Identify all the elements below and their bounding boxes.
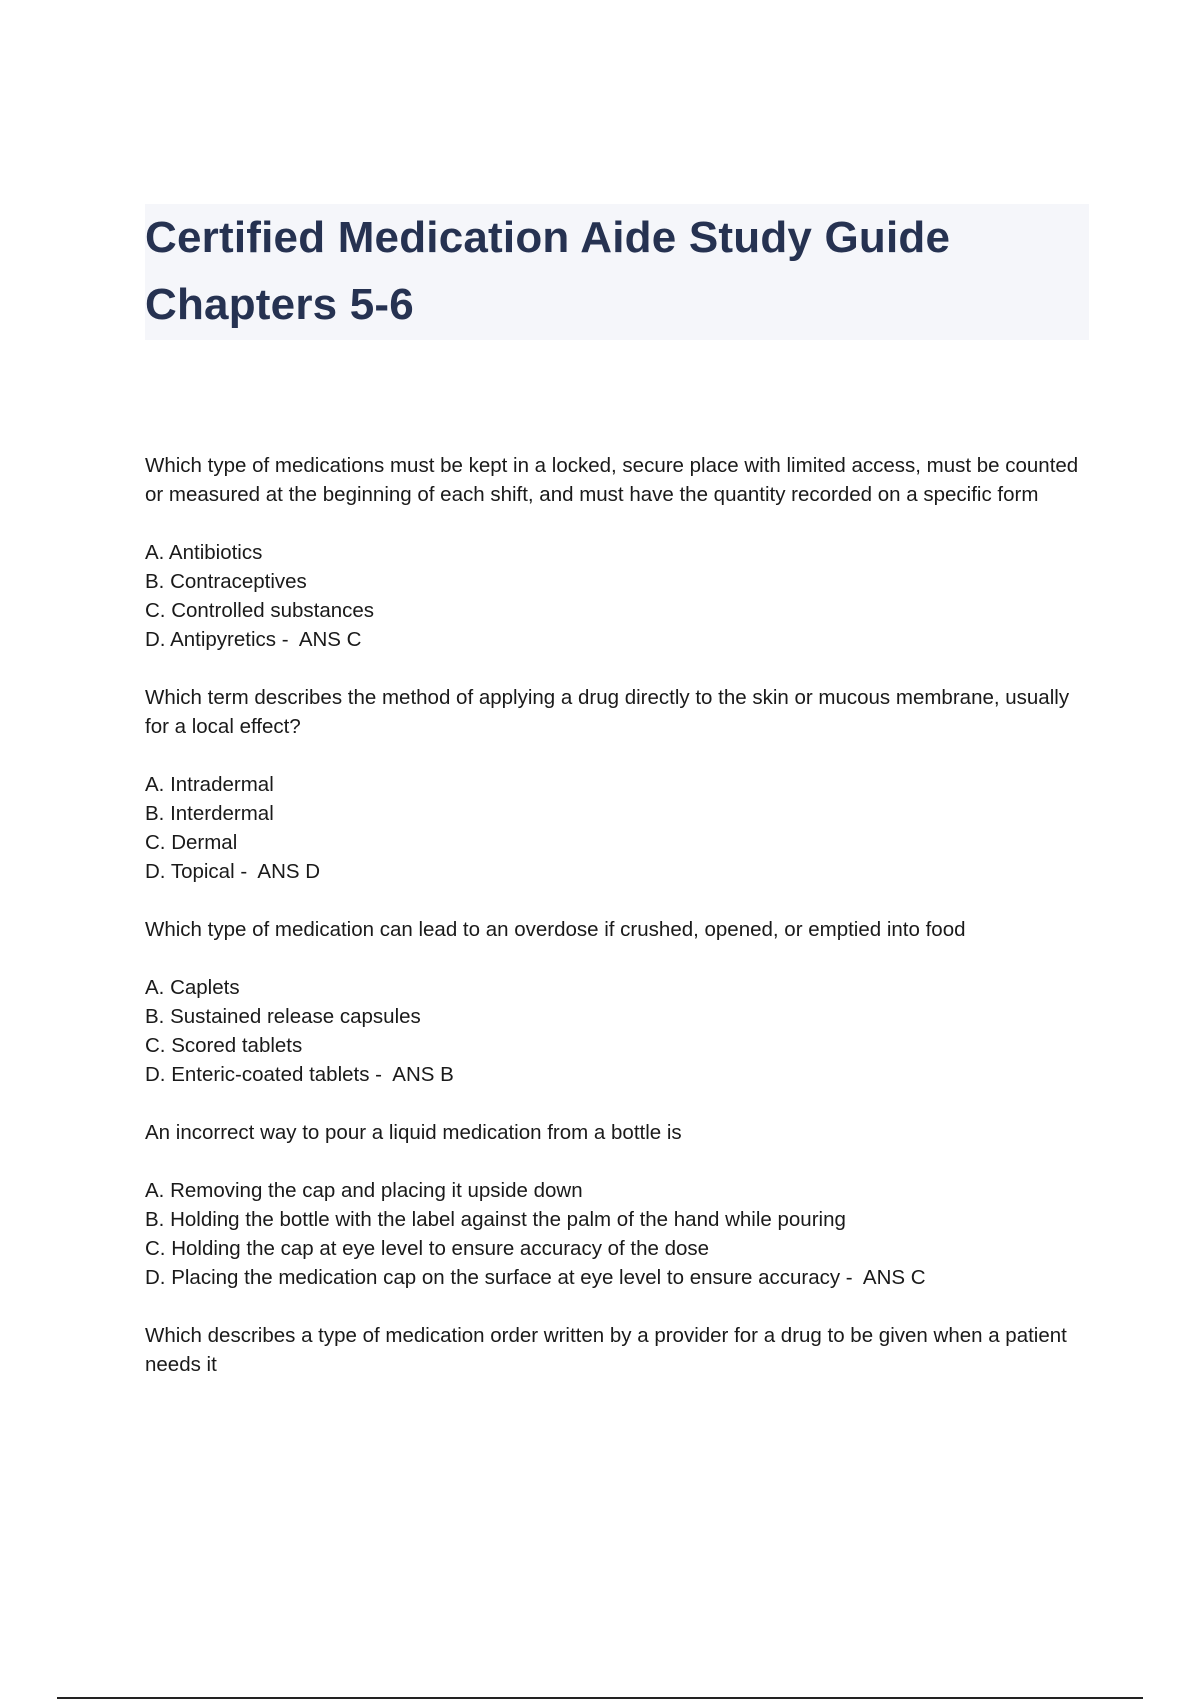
option-d-text: D. Antipyretics <box>145 628 277 651</box>
option-d <box>145 1263 1089 1292</box>
question-5 <box>145 1321 1089 1379</box>
option-b: B. Interdermal <box>145 802 274 825</box>
question-3 <box>145 915 1089 1089</box>
answer-key: - ANS C <box>840 1266 926 1289</box>
title-line-1: Certified Medication Aide Study Guide <box>145 213 951 262</box>
option-list <box>145 973 1089 1089</box>
option-d <box>145 857 1089 886</box>
option-c: C. Controlled substances <box>145 599 375 622</box>
option-c: C. Dermal <box>145 831 238 854</box>
footer-divider <box>57 1697 1143 1699</box>
option-d-text: D. Placing the medication cap on the surface at eye level to ensure accuracy <box>145 1266 841 1289</box>
question-text: An incorrect way to pour a liquid medication from a bottle is <box>145 1121 682 1144</box>
answer-key: - ANS C <box>276 628 362 651</box>
option-list <box>145 1176 1089 1292</box>
answer-key: - ANS B <box>369 1063 454 1086</box>
option-a: A. Caplets <box>145 976 240 999</box>
question-2 <box>145 683 1089 886</box>
option-b: B. Sustained release capsules <box>145 1005 421 1028</box>
option-b: B. Holding the bottle with the label against the palm of the hand while pouring <box>145 1208 846 1231</box>
option-d-text: D. Topical <box>145 860 235 883</box>
option-d <box>145 1060 1089 1089</box>
option-a: A. Removing the cap and placing it upside down <box>145 1179 583 1202</box>
question-text: Which describes a type of medication order written by a provider for a drug to be given when a patient needs it <box>145 1324 1067 1376</box>
title-line-2: Chapters 5-6 <box>145 280 414 329</box>
option-b: B. Contraceptives <box>145 570 307 593</box>
answer-key: - ANS D <box>234 860 321 883</box>
question-list <box>145 451 1089 1408</box>
document-title <box>145 204 1089 338</box>
option-c: C. Holding the cap at eye level to ensure accuracy of the dose <box>145 1237 710 1260</box>
question-text: Which type of medication can lead to an overdose if crushed, opened, or emptied into food <box>145 918 966 941</box>
option-a: A. Intradermal <box>145 773 274 796</box>
question-text: Which type of medications must be kept in a locked, secure place with limited access, must be counted or measured at the beginning of each shift, and must have the quantity recorded on a specific form <box>145 454 1079 506</box>
question-4 <box>145 1118 1089 1292</box>
title-block <box>145 204 1089 340</box>
option-d <box>145 625 1089 654</box>
question-text: Which term describes the method of applying a drug directly to the skin or mucous membrane, usually for a local effect? <box>145 686 1070 738</box>
option-a: A. Antibiotics <box>145 541 263 564</box>
option-list <box>145 538 1089 654</box>
question-1 <box>145 451 1089 654</box>
option-list <box>145 770 1089 886</box>
option-d-text: D. Enteric-coated tablets <box>145 1063 370 1086</box>
option-c: C. Scored tablets <box>145 1034 303 1057</box>
